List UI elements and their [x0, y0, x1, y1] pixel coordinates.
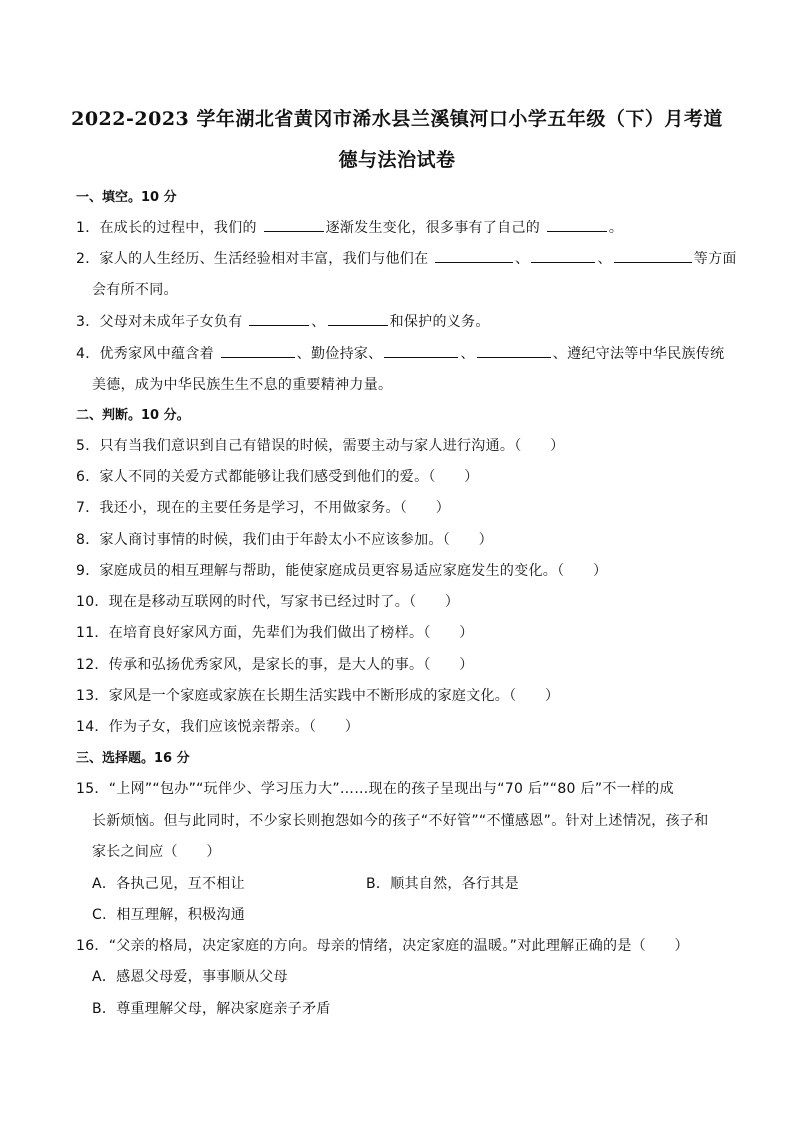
answer-blank[interactable]	[328, 311, 388, 326]
answer-blank[interactable]	[477, 343, 551, 358]
question-13: 13．家风是一个家庭或家族在长期生活实践中不断形成的家庭文化。（ ）	[76, 688, 560, 704]
question-15-option-a[interactable]: A．各执己见，互不相让	[92, 876, 245, 892]
question-1: 1．在成长的过程中，我们的 逐渐发生变化，很多事有了自己的 。	[76, 217, 623, 237]
question-16-option-a[interactable]: A．感恩父母爱，事事顺从父母	[92, 969, 288, 985]
question-16: 16．“父亲的格局，决定家庭的方向。母亲的情绪，决定家庭的温暖。”对此理解正确的是（ ）	[76, 938, 689, 954]
answer-blank[interactable]	[614, 248, 692, 263]
question-4-continuation: 美德，成为中华民族生生不息的重要精神力量。	[92, 377, 393, 393]
section-heading-fill-in: 一、填空。10 分	[76, 190, 177, 205]
section-heading-multiple-choice: 三、选择题。16 分	[76, 751, 190, 766]
answer-blank[interactable]	[264, 217, 324, 232]
question-15-continuation: 长新烦恼。但与此同时，不少家长则抱怨如今的孩子“不好管”“不懂感恩”。针对上述情况，孩子和	[92, 813, 709, 829]
answer-blank[interactable]	[435, 248, 513, 263]
question-7: 7．我还小，现在的主要任务是学习，不用做家务。（ ）	[76, 500, 451, 516]
section-heading-true-false: 二、判断。10 分。	[76, 408, 190, 423]
question-8: 8．家人商讨事情的时候，我们由于年龄太小不应该参加。（ ）	[76, 532, 493, 548]
answer-blank[interactable]	[384, 343, 458, 358]
question-6: 6．家人不同的关爱方式都能够让我们感受到他们的爱。（ ）	[76, 469, 479, 485]
question-16-option-b[interactable]: B．尊重理解父母，解决家庭亲子矛盾	[92, 1001, 331, 1017]
question-2-continuation: 会有所不同。	[92, 282, 178, 298]
answer-blank[interactable]	[221, 343, 295, 358]
exam-title-line-2: 德与法治试卷	[338, 149, 456, 171]
question-3: 3．父母对未成年子女负有 、 和保护的义务。	[76, 311, 490, 331]
question-14: 14．作为子女，我们应该悦亲帮亲。（ ）	[76, 719, 360, 735]
answer-blank[interactable]	[249, 311, 309, 326]
question-12: 12．传承和弘扬优秀家风，是家长的事，是大人的事。（ ）	[76, 657, 474, 673]
question-5: 5．只有当我们意识到自己有错误的时候，需要主动与家人进行沟通。（ ）	[76, 438, 565, 454]
question-10: 10．现在是移动互联网的时代，写家书已经过时了。（ ）	[76, 594, 460, 610]
question-15-continuation: 家长之间应（ ）	[92, 844, 221, 860]
answer-blank[interactable]	[547, 217, 607, 232]
question-11: 11．在培育良好家风方面，先辈们为我们做出了榜样。（ ）	[76, 625, 474, 641]
question-9: 9．家庭成员的相互理解与帮助，能使家庭成员更容易适应家庭发生的变化。（ ）	[76, 563, 608, 579]
question-15: 15．“上网”“包办”“玩伴少、学习压力大”……现在的孩子呈现出与“70 后”“80 后”不一样的成	[76, 781, 674, 797]
question-2: 2．家人的人生经历、生活经验相对丰富，我们与他们在 、 、 等方面	[76, 248, 737, 268]
question-15-option-b[interactable]: B．顺其自然，各行其是	[366, 876, 519, 892]
answer-blank[interactable]	[531, 248, 595, 263]
question-15-option-c[interactable]: C．相互理解，积极沟通	[92, 907, 246, 923]
question-4: 4．优秀家风中蕴含着 、勤俭持家、 、 、遵纪守法等中华民族传统	[76, 343, 724, 363]
exam-title-line-1: 2022-2023 学年湖北省黄冈市浠水县兰溪镇河口小学五年级（下）月考道	[71, 108, 723, 130]
